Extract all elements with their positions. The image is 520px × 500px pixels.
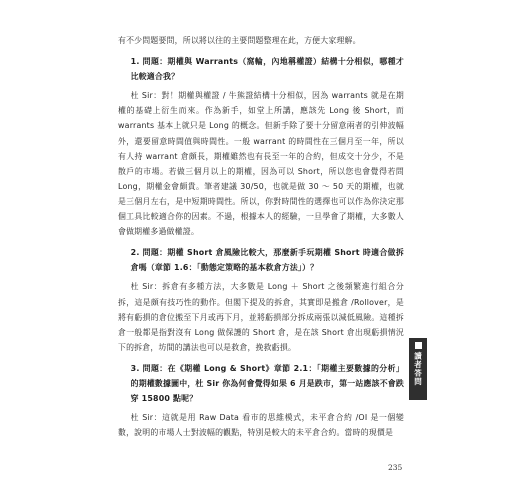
chapter-side-tab bbox=[409, 338, 427, 400]
answer-1: 杜 Sir：對！期權與權證 / 牛熊證結構十分相似，因為 warrants 就是在期權的基礎上衍生而來。作為新手，如堂上所講，應該先 Long 後 Short，而 warrants 基本上就只是 Long 的概念。但新手除了要十分留意兩者的引伸波幅外，還要留意時間值與時間性。一般 warrant 的時間性在三個月至一年，所以有人持 warrant 倉頗長，期權雖然也有長至一年的合約，但成交十分少，不是散戶的市場。若做三個月以上的期權，因為可以 Short，所以您也會覺得若問 Long，期權金會頗貴。筆者建議 30/50，也就是做 30 ～ 50 天的期權，也就是三個月左右，是中短期時間性。所以，你對時間性的選擇也可以作為你決定那個工具比較適合你的因素。不過，根據本人的經驗，一旦學會了期權，大多數人會做期權多過做權證。 bbox=[118, 91, 404, 237]
question-2: 2. 問題：期權 Short 倉風險比較大，那麼新手玩期權 Short 時適合做拆倉嗎（章節 1.6：「動態定策略的基本救倉方法」）？ bbox=[130, 248, 404, 273]
question-3: 3. 問題：在《期權 Long & Short》章節 2.1：「期權主要數據的分析」的期權數據圖中，杜 Sir 你為何會覺得如果 6 月是跌市，第一站應該不會跌穿 15800 點呢？ bbox=[130, 363, 404, 404]
page-number: 235 bbox=[388, 463, 403, 472]
intro-paragraph: 有不少問題要問，所以將以往的主要問題整理在此，方便大家理解。 bbox=[118, 36, 361, 45]
answer-3: 杜 Sir：這就是用 Raw Data 看市的思維模式，未平倉合約 /OI 是一個變數，說明的市場人士對波幅的觀點，特別是較大的未平倉合約。當時的現價是 bbox=[118, 413, 404, 438]
answer-2: 杜 Sir：拆倉有多種方法，大多數是 Long ＋ Short 之後頻繁進行組合分拆，這是頗有技巧性的動作。但閣下提及的拆倉，其實即是搬倉 /Rollover，是將有虧損的倉位搬至下月或再下月，並將虧損部分拆成兩張以減低風險。這種拆倉一般都是指對沒有 Long 做保護的 Short 倉，是在該 Short 倉出現虧損情況下的拆倉，坊間的講法也可以是救倉，挽救虧損。 bbox=[118, 282, 404, 352]
page-body bbox=[118, 33, 404, 440]
question-1: 1. 問題：期權與 Warrants（窩輪，內地稱權證）結構十分相似，哪種才比較適合我？ bbox=[130, 57, 404, 82]
square-icon bbox=[415, 342, 422, 349]
side-tab-label: 讀者答問 bbox=[413, 352, 423, 386]
